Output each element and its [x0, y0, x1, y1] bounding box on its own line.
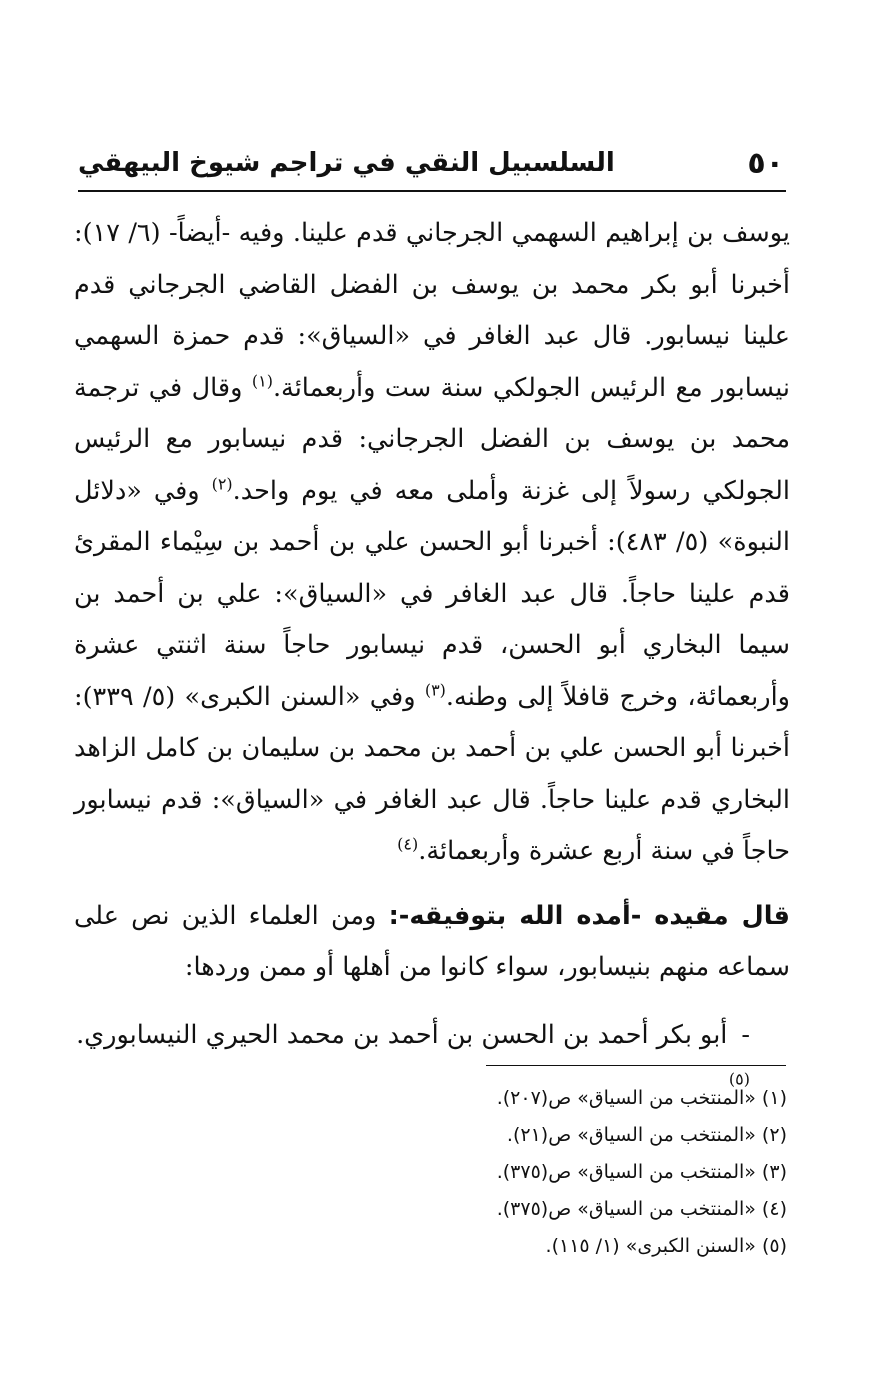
- footnote-divider: [486, 1065, 786, 1066]
- main-text: [74, 208, 790, 1113]
- paragraph-text-1: يوسف بن إبراهيم السهمي الجرجاني قدم علينا. وفيه -أيضاً- (٦/ ١٧): أخبرنا أبو بكر محمد بن يوسف بن الفضل القاضي الجرجاني قدم علينا نيسابور. قال عبد الغافر في «السياق»: قدم حمزة السهمي نيسابور مع الرئيس الجولكي سنة ست وأربعمائة.: [74, 218, 791, 403]
- header-divider: [78, 190, 786, 192]
- footnote-1: (١) «المنتخب من السياق» ص(٢٠٧).: [496, 1087, 787, 1109]
- running-header: [72, 146, 790, 188]
- footnote-ref-5: (٥): [728, 1069, 750, 1089]
- paragraph-text-1c: وفي «دلائل النبوة» (٥/ ٤٨٣): أخبرنا أبو الحسن علي بن أحمد بن سِيْماء المقرئ قدم علينا حاجاً. قال عبد الغافر في «السياق»: علي بن أحمد بن سيما البخاري أبو الحسن، قدم نيسابور حاجاً سنة اثنتي عشرة وأربعمائة، وخرج قافلاً إلى وطنه.: [74, 475, 790, 712]
- footnote-2: (٢) «المنتخب من السياق» ص(٢١).: [506, 1124, 787, 1146]
- footnote-ref-2: (٢): [211, 474, 233, 493]
- paragraph-citations: [74, 208, 790, 878]
- paragraph-text-2: ومن العلماء الذين نص على سماعه منهم بنيسابور، سواء كانوا من أهلها أو ممن وردها:: [74, 900, 790, 982]
- footnote-4: (٤) «المنتخب من السياق» ص(٣٧٥).: [496, 1198, 787, 1220]
- footnote-ref-4: (٤): [397, 834, 419, 854]
- footnotes: [267, 1080, 787, 1265]
- footnote-5: (٥) «السنن الكبرى» (١/ ١١٥).: [545, 1235, 787, 1257]
- footnote-ref-3: (٣): [424, 680, 446, 699]
- paragraph-author-note: [74, 891, 790, 994]
- bullet-dash: -: [741, 1019, 750, 1050]
- author-note-lead: قال مقيده -أمده الله بتوفيقه-:: [388, 900, 790, 931]
- page-number: ٥٠: [747, 146, 784, 181]
- footnote-3: (٣) «المنتخب من السياق» ص(٣٧٥).: [496, 1161, 787, 1183]
- paragraph-text-1b: وقال في ترجمة محمد بن يوسف بن الفضل الجرجاني: قدم نيسابور مع الرئيس الجولكي رسولاً إلى غزنة وأملى معه في يوم واحد.: [74, 372, 790, 506]
- list-item-text: أبو بكر أحمد بن الحسن بن أحمد بن محمد الحيري النيسابوري.: [76, 1019, 728, 1050]
- book-title: السلسبيل النقي في تراجم شيوخ البيهقي: [78, 148, 615, 178]
- footnote-ref-1: (١): [251, 371, 273, 390]
- paragraph-text-1d: وفي «السنن الكبرى» (٥/ ٣٣٩): أخبرنا أبو الحسن علي بن أحمد بن محمد بن سليمان بن كامل الزاهد البخاري قدم علينا حاجاً. قال عبد الغافر في «السياق»: قدم نيسابور حاجاً في سنة أربع عشرة وأربعمائة.: [74, 681, 790, 866]
